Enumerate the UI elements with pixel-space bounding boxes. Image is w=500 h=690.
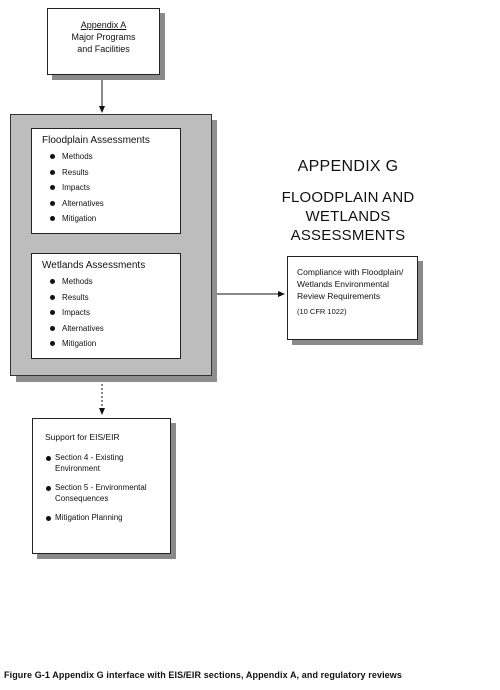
bullet-icon [50,216,55,221]
support-item: Mitigation Planning [45,512,170,523]
list-item: Alternatives [48,321,180,337]
wetlands-box [31,253,181,359]
support-item: Section 4 - Existing Environment [45,452,170,474]
floodplain-list [48,149,180,227]
bullet-icon [50,326,55,331]
bullet-icon [50,154,55,159]
appendix-g-subtitle-line2: ASSESSMENTS [290,227,406,244]
list-item: Methods [48,274,180,290]
support-box [32,418,171,554]
appendix-g-heading: APPENDIX G [297,158,399,175]
appendix-a-line1: Major Programs [71,32,136,42]
list-item: Mitigation [48,336,180,352]
appendix-a-box [47,8,160,75]
wetlands-list [48,274,180,352]
compliance-line3: Review Requirements [297,291,381,301]
appendix-g-subtitle-line1: FLOODPLAIN AND WETLANDS [281,189,415,225]
floodplain-box [31,128,181,234]
bullet-icon [46,486,51,491]
bullet-icon [46,516,51,521]
bullet-icon [50,341,55,346]
list-item: Methods [48,149,180,165]
list-item: Impacts [48,305,180,321]
bullet-icon [50,170,55,175]
compliance-box [287,256,418,340]
bullet-icon [46,456,51,461]
list-item: Alternatives [48,196,180,212]
appendix-a-line2: and Facilities [77,44,130,54]
appendix-a-title: Appendix A [80,20,127,30]
list-item: Results [48,290,180,306]
compliance-line2: Wetlands Environmental [297,279,389,289]
compliance-cfr: (10 CFR 1022) [297,307,347,316]
bullet-icon [50,310,55,315]
list-item: Results [48,165,180,181]
support-item: Section 5 - Environmental Consequences [45,482,170,504]
floodplain-title: Floodplain Assessments [42,135,150,146]
bullet-icon [50,201,55,206]
figure-caption: Figure G-1 Appendix G interface with EIS/EIR sections, Appendix A, and regulatory reviews [4,670,402,680]
bullet-icon [50,185,55,190]
compliance-line1: Compliance with Floodplain/ [297,267,404,277]
appendix-g-title-block [248,158,448,245]
bullet-icon [50,279,55,284]
list-item: Mitigation [48,211,180,227]
wetlands-title: Wetlands Assessments [42,260,146,271]
bullet-icon [50,295,55,300]
list-item: Impacts [48,180,180,196]
support-title: Support for EIS/EIR [45,432,120,442]
